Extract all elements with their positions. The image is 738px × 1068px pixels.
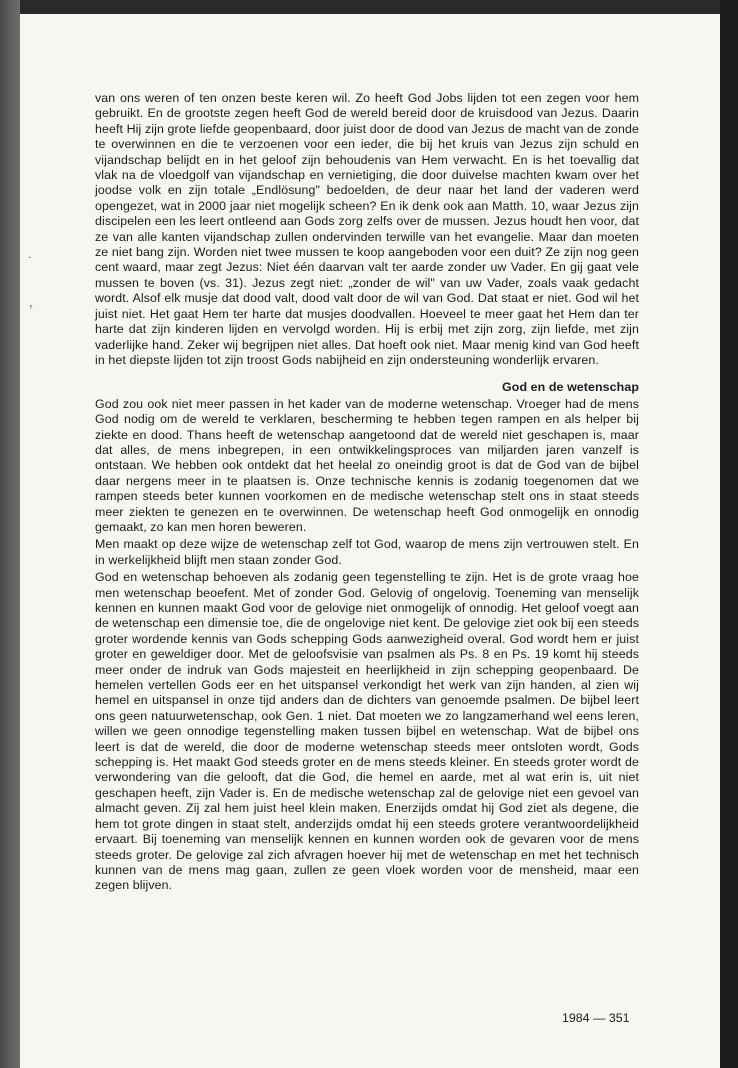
section-heading: God en de wetenschap	[502, 380, 639, 395]
section-paragraph: God zou ook niet meer passen in het kader van de moderne wetenschap. Vroeger had de mens God nodig om de wereld te verklaren, bescherming te hebben tegen rampen en als helper bij ziekte en dood. Thans heeft de wetenschap aangetoond dat de wereld niet geschapen is, maar dat alles, de mens inbegrepen, in een ontwikkelingsproces van miljarden jaren vanzelf is ontstaan. We hebben ook ontdekt dat het heelal zo oneindig groot is dat de God van de bijbel daar nergens meer in te plaatsen is. Onze technische kennis is zodanig toegenomen dat we rampen steeds beter kunnen voorkomen en de medische wetenschap stelt ons in staat steeds meer ziekten te genezen en te overwinnen. De wetenschap heeft God onmogelijk en onnodig gemaakt, zo kan men horen beweren.	[95, 396, 639, 534]
scan-right-border	[720, 0, 738, 1068]
scan-speck: ·	[28, 252, 32, 263]
scan-top-border	[0, 0, 738, 14]
section-paragraph: Men maakt op deze wijze de wetenschap zelf tot God, waarop de mens zijn vertrouwen stelt. En in werkelijkheid blijft men staan zonder God.	[95, 537, 639, 567]
scan-left-border	[0, 0, 20, 1068]
article-body	[95, 91, 639, 894]
page-number: 1984 — 351	[562, 1011, 630, 1025]
section-paragraph: God en wetenschap behoeven als zodanig geen tegenstelling te zijn. Het is de grote vraag hoe men wetenschap beoefent. Met of zonder God. Gelovig of ongelovig. Toeneming van menselijk kennen en kunnen maakt God voor de gelovige niet onmogelijk of onnodig. Het geloof voegt aan de wetenschap een dimensie toe, die de ongelovige niet kent. De gelovige ziet ook bij een steeds groter wordende kennis van Gods schepping Gods aanwezigheid overal. God wordt hem er juist groter en geweldiger door. Met de geloofsvisie van psalmen als Ps. 8 en Ps. 19 komt hij steeds meer onder de indruk van Gods majesteit en heerlijkheid in zijn schepping geopenbaard. De hemelen vertellen Gods eer en het uitspansel verkondigt het werk van zijn handen, al zien wij hemel en uitspansel in onze tijd anders dan de dichters van genoemde psalmen. De bijbel leert ons geen natuurwetenschap, ook Gen. 1 niet. Dat moeten we zo langzamerhand wel eens leren, willen we geen onnodige tegenstelling maken tussen bijbel en wetenschap. Wat de bijbel ons leert is dat de wereld, die door de moderne wetenschap steeds meer ontsloten wordt, Gods schepping is. Het maakt God steeds groter en de mens steeds kleiner. En steeds groter wordt de verwondering van die gelooft, dat die God, die hemel en aarde, met al wat erin is, uit niet geschapen heeft, zijn Vader is. En de medische wetenschap zal de gelovige niet een gevoel van almacht geven. Zij zal hem juist heel klein maken. Enerzijds omdat hij God ziet als degene, die hem tot grote dingen in staat stelt, anderzijds omdat hij een steeds grotere verantwoordelijkheid ervaart. Bij toeneming van menselijk kennen en kunnen worden ook de gevaren voor de mens steeds groter. De gelovige zal zich afvragen hoever hij met de wetenschap en met het technisch kunnen van de mens mag gaan, zullen ze geen vloek worden voor de mensheid, maar een zegen blijven.	[95, 570, 639, 893]
scan-speck: ᵣ	[30, 300, 33, 311]
intro-paragraph: van ons weren of ten onzen beste keren wil. Zo heeft God Jobs lijden tot een zegen voor hem gebruikt. En de grootste zegen heeft God de wereld bereid door de kruisdood van Jezus. Daarin heeft Hij zijn grote liefde geopenbaard, door juist door de dood van Jezus de macht van de zonde te overwinnen en die te verzoenen voor een ieder, die bij het kruis van Jezus zijn schuld en vijandschap belijdt en in het geloof zijn behoudenis van Hem verwacht. En is het toevallig dat vlak na de vloedgolf van vijandschap en vernietiging, die door duivelse machten kwam over het joodse volk en zijn totale „Endlösung" bedoelden, de deur naar het land der vaderen werd opengezet, wat in 2000 jaar niet mogelijk scheen? En ik denk ook aan Matth. 10, waar Jezus zijn discipelen een les leert ontleend aan Gods zorg zelfs over de mussen. Jezus houdt hen voor, dat ze van alle kanten vijandschap zullen ondervinden terwille van het evangelie. Maar dan moeten ze niet bang zijn. Worden niet twee mussen te koop aangeboden voor een duit? Ze zijn nog geen cent waard, maar zegt Jezus: Niet één daarvan valt ter aarde zonder uw Vader. En gij gaat vele mussen te boven (vs. 31). Jezus zegt niet: „zonder de wil" van uw Vader, zoals vaak gedacht wordt. Alsof elk musje dat dood valt, dood valt door de wil van God. Dat staat er niet. God wil het juist niet. Het gaat Hem ter harte dat musjes doodvallen. Hoeveel te meer gaat het Hem dan ter harte dat zijn kinderen lijden en vervolgd worden. Hij is erbij met zijn zorg, zijn liefde, met zijn vaderlijke hand. Zeker wij begrijpen niet alles. Dat hoeft ook niet. Maar menig kind van God heeft in het diepste lijden tot zijn troost Gods nabijheid en zijn ondersteuning wonderlijk ervaren.	[95, 91, 639, 367]
